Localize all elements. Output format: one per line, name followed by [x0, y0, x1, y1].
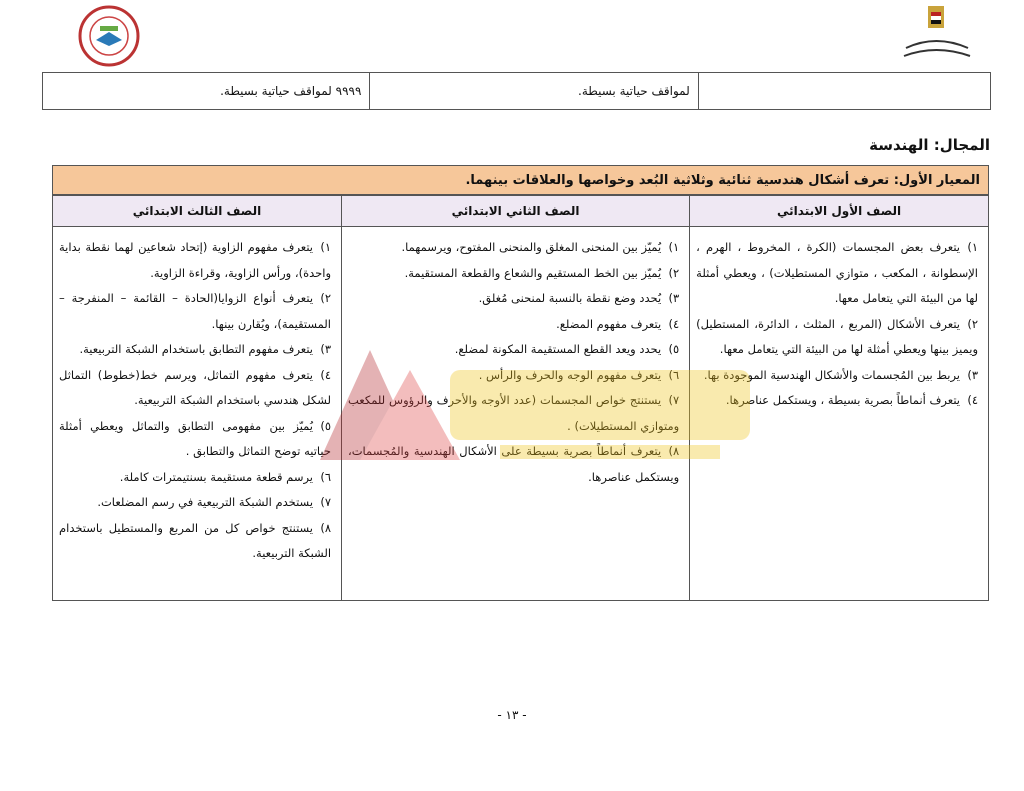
item-number: ٣): [967, 367, 978, 382]
item-text: يتعرف بعض المجسمات (الكرة ، المخروط ، الهرم ، الإسطوانة ، المكعب ، متوازي المستطيلات) ، ويعطي أمثلة لها من البيئة التي يتعامل معها.: [696, 240, 978, 305]
grade-3-cell: [53, 227, 342, 601]
item-number: ٣): [668, 291, 680, 305]
grade-1-list: [696, 235, 978, 414]
item-number: ٨): [668, 444, 680, 458]
item-text: يستخدم الشبكة التربيعية في رسم المضلعات.: [97, 495, 314, 509]
item-number: ٤): [967, 393, 978, 407]
grade-1-cell: [690, 227, 989, 601]
item-number: ٥): [320, 418, 332, 433]
item-number: ٨): [320, 520, 332, 535]
item-text: يتعرف مفهوم الزاوية (إتحاد شعاعين لهما نقطة بداية واحدة)، ورأس الزاوية، وقراءة الزاوية.: [59, 240, 332, 280]
column-header-grade-2: الصف الثاني الابتدائي: [342, 196, 690, 227]
list-item: [59, 337, 331, 363]
item-text: يحدد ويعد القطع المستقيمة المكونة لمضلع.: [454, 342, 662, 356]
list-item: [59, 363, 331, 414]
item-text: يُحدد وضع نقطة بالنسبة لمنحنى مُغلق.: [478, 291, 662, 305]
item-text: يستنتج خواص كل من المربع والمستطيل باستخدام الشبكة التربيعية.: [59, 520, 332, 560]
grade-3-list: [59, 235, 331, 567]
top-cell-3: ٩٩٩٩ لمواقف حياتية بسيطة.: [43, 73, 370, 110]
list-item: [348, 261, 679, 287]
item-text: يربط بين المُجسمات والأشكال الهندسية الموجودة بها.: [703, 367, 960, 382]
school-logo: [74, 4, 144, 68]
round-school-seal-icon: [74, 4, 144, 68]
item-number: ٦): [320, 469, 332, 484]
list-item: [348, 312, 679, 338]
item-number: ٤): [668, 316, 680, 331]
item-number: ١): [320, 240, 332, 254]
list-item: [59, 490, 331, 516]
grade-2-cell: [342, 227, 690, 601]
item-number: ٧): [320, 495, 332, 509]
item-text: يُميّز بين المنحنى المغلق والمنحنى المفتوح، ويرسمهما.: [401, 240, 662, 254]
item-number: ٦): [668, 367, 680, 382]
item-text: يتعرف أنماطاً بصرية بسيطة ، ويستكمل عناصرها.: [725, 393, 960, 407]
standard-banner: المعيار الأول: تعرف أشكال هندسية ثنائية وثلاثية البُعد وخواصها والعلاقات بينهما.: [52, 165, 989, 195]
item-text: يُميّز بين الخط المستقيم والشعاع والقطعة المستقيمة.: [404, 265, 662, 280]
item-text: يتعرف الأشكال (المربع ، المثلث ، الدائرة، المستطيل) ويميز بينها ويعطي أمثلة لها من البيئة التي يتعامل معها.: [696, 316, 978, 356]
standards-table: [52, 195, 989, 601]
list-item: [348, 286, 679, 312]
item-text: يُميّز بين مفهومى التطابق والتماثل ويعطي أمثلة حياتيه توضح التماثل والتطابق .: [59, 418, 332, 458]
list-item: [59, 516, 331, 567]
ministry-logo: [898, 4, 974, 62]
item-text: يتعرف مفهوم التماثل، ويرسم خط(خطوط) التماثل لشكل هندسي باستخدام الشبكة التربيعية.: [59, 367, 332, 407]
list-item: [348, 388, 679, 439]
list-item: [59, 286, 331, 337]
list-item: [696, 363, 978, 389]
list-item: [348, 235, 679, 261]
item-number: ٤): [320, 367, 332, 382]
list-item: [59, 235, 331, 286]
list-item: [348, 439, 679, 490]
list-item: [59, 414, 331, 465]
list-item: [696, 235, 978, 312]
grade-2-list: [348, 235, 679, 490]
item-number: ٢): [320, 291, 332, 305]
list-item: [696, 312, 978, 363]
item-number: ١): [668, 240, 680, 254]
previous-table-end: [42, 72, 991, 110]
item-number: ٧): [668, 393, 680, 407]
item-number: ٢): [668, 265, 680, 280]
item-text: يتعرف مفهوم المضلع.: [556, 316, 662, 331]
list-item: [696, 388, 978, 414]
item-text: يتعرف أنماطاً بصرية بسيطة على الأشكال الهندسية والمُجسمات، ويستكمل عناصرها.: [348, 444, 680, 484]
item-number: ٣): [320, 342, 332, 356]
top-cell-1: [698, 73, 990, 110]
item-text: يتعرف مفهوم التطابق باستخدام الشبكة التربيعية.: [79, 342, 314, 356]
page-number: - ١٣ -: [497, 708, 527, 722]
domain-heading: المجال: الهندسة: [869, 136, 990, 154]
item-number: ٢): [967, 316, 978, 331]
item-text: يرسم قطعة مستقيمة بسنتيمترات كاملة.: [119, 469, 314, 484]
list-item: [348, 363, 679, 389]
item-number: ٥): [668, 342, 680, 356]
egypt-eagle-emblem-icon: [898, 4, 974, 62]
list-item: [59, 465, 331, 491]
list-item: [348, 337, 679, 363]
top-cell-2: لمواقف حياتية بسيطة.: [370, 73, 698, 110]
item-text: يتعرف أنواع الزوايا(الحادة – القائمة – المنفرجة – المستقيمة)، ويُقارن بينها.: [59, 291, 332, 331]
column-header-grade-1: الصف الأول الابتدائي: [690, 196, 989, 227]
item-text: يتعرف مفهوم الوجه والحرف والرأس .: [478, 367, 662, 382]
item-text: يستنتج خواص المجسمات (عدد الأوجه والأحرف والرؤوس للمكعب ومتوازي المستطيلات) .: [348, 393, 680, 433]
column-header-grade-3: الصف الثالث الابتدائي: [53, 196, 342, 227]
item-number: ١): [967, 240, 978, 254]
